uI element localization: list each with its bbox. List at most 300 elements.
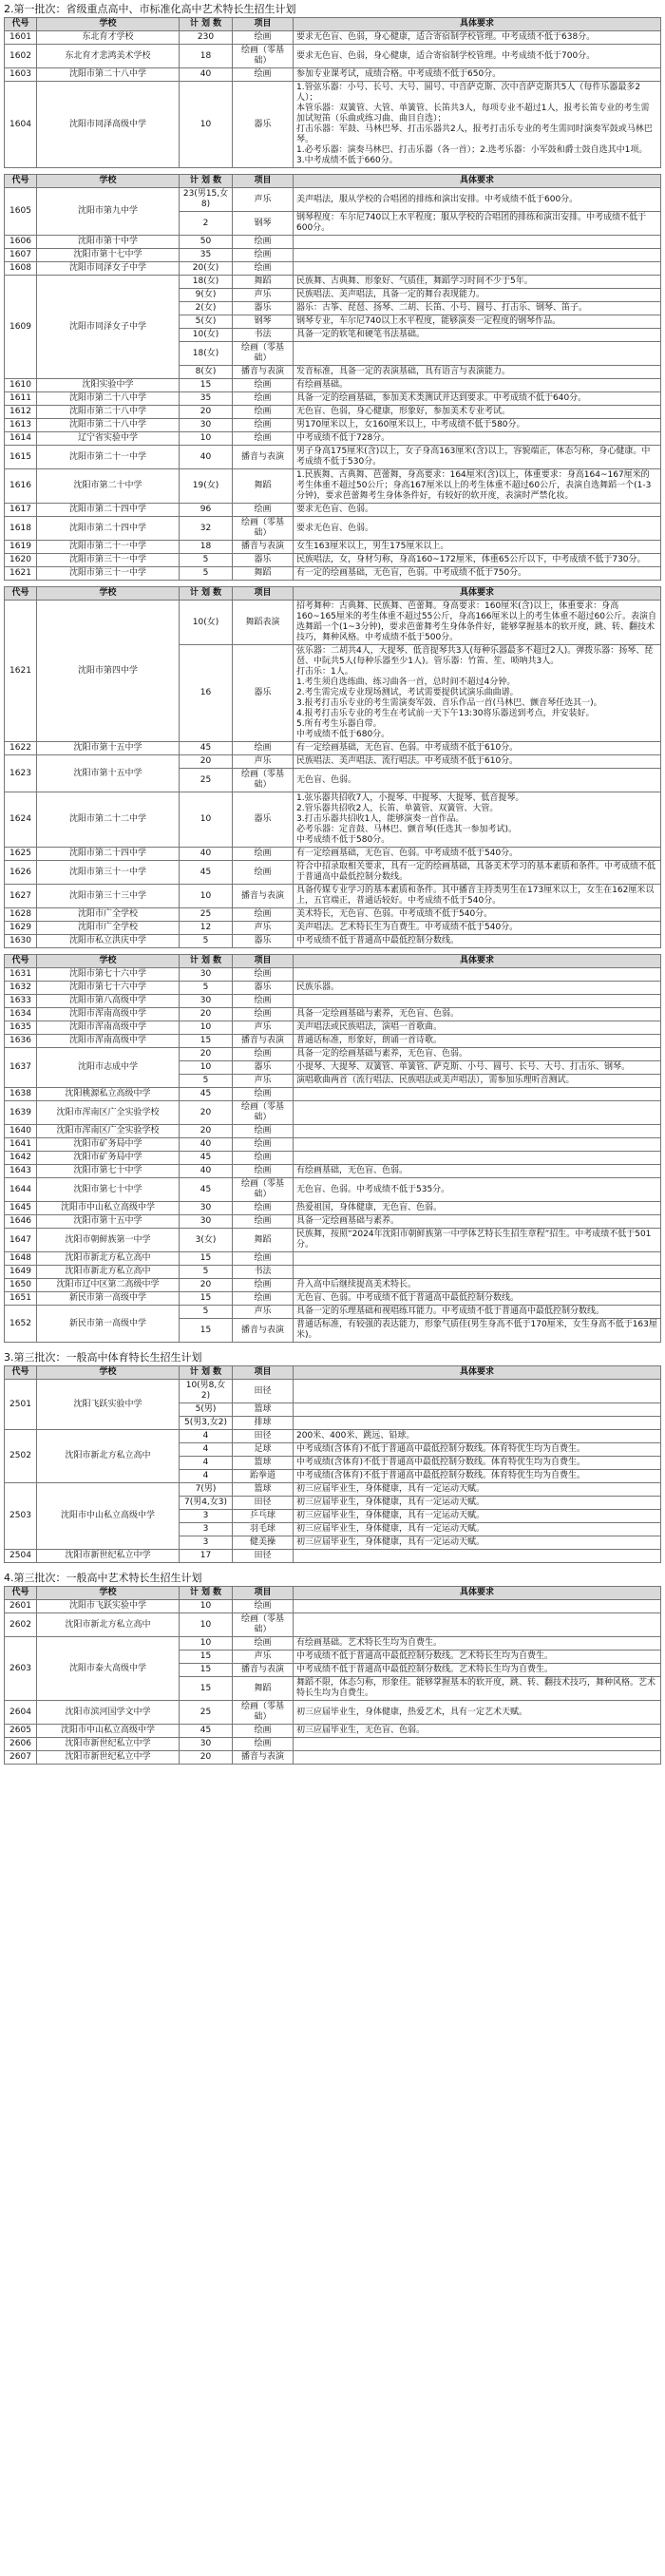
- table-row: [5, 861, 661, 885]
- cell-item: 田径: [233, 1430, 294, 1443]
- cell-code: 1647: [5, 1229, 37, 1252]
- cell-item: 绘画: [233, 504, 294, 517]
- cell-plan: 3: [180, 1510, 233, 1523]
- cell-plan: 10: [180, 1613, 233, 1637]
- header-code: 代号: [5, 18, 37, 31]
- cell-plan: 4: [180, 1470, 233, 1483]
- cell-requirements: 民族舞、古典舞、形象好、气质佳，舞蹈学习时间不少于5年。: [294, 276, 661, 289]
- cell-requirements: 演唱歌曲两首（流行唱法、民族唱法或美声唱法），需参加乐理听音测试。: [294, 1075, 661, 1088]
- cell-item: 绘画: [233, 1279, 294, 1292]
- table-row: [5, 68, 661, 82]
- cell-item: 篮球: [233, 1403, 294, 1417]
- cell-code: 1619: [5, 541, 37, 554]
- cell-code: 1613: [5, 419, 37, 432]
- cell-school: 沈阳市中山私立高级中学: [37, 1725, 180, 1738]
- header-item: 项目: [233, 175, 294, 188]
- cell-code: 1643: [5, 1165, 37, 1178]
- header-plan: 计 划 数: [180, 18, 233, 31]
- cell-plan: 10(女): [180, 329, 233, 342]
- cell-item: 声乐: [233, 1075, 294, 1088]
- cell-requirements: 有绘画基础，无色盲、色弱。: [294, 1165, 661, 1178]
- table-row: [5, 1738, 661, 1751]
- cell-school: 沈阳市第十五中学: [37, 742, 180, 755]
- cell-code: 1635: [5, 1021, 37, 1035]
- cell-plan: 10: [180, 792, 233, 848]
- cell-code: 1617: [5, 504, 37, 517]
- cell-plan: 20(女): [180, 262, 233, 276]
- cell-item: 绘画: [233, 1292, 294, 1306]
- cell-requirements: 中考成绩(含体育)不低于普通高中最低控制分数线。体育特优生均为自费生。: [294, 1457, 661, 1470]
- cell-requirements: 具备一定的软笔和硬笔书法基础。: [294, 329, 661, 342]
- table-row: [5, 1125, 661, 1138]
- cell-requirements: 有一定绘画基础，无色盲、色弱。中考成绩不低于610分。: [294, 742, 661, 755]
- cell-school: 沈阳市第三十一中学: [37, 554, 180, 567]
- cell-code: 1651: [5, 1292, 37, 1306]
- cell-item: 声乐: [233, 922, 294, 935]
- cell-school: 沈阳市第二十八中学: [37, 392, 180, 406]
- cell-plan: 20: [180, 1048, 233, 1061]
- cell-code: 1629: [5, 922, 37, 935]
- cell-school: 沈阳市新北方私立高中: [37, 1613, 180, 1637]
- cell-plan: 20: [180, 1751, 233, 1765]
- cell-item: 绘画: [233, 848, 294, 861]
- header-code: 代号: [5, 1366, 37, 1380]
- cell-school: 新民市第一高级中学: [37, 1292, 180, 1306]
- cell-item: 播音与表演: [233, 1035, 294, 1048]
- cell-code: 2602: [5, 1613, 37, 1637]
- cell-requirements: 舞蹈不限，体态匀称，形象佳。能够掌握基本的软开度，跳、转、翻技术技巧，舞种风格。艺术特长生均为自费生。: [294, 1677, 661, 1701]
- cell-code: 1608: [5, 262, 37, 276]
- cell-plan: 8(女): [180, 366, 233, 379]
- cell-requirements: 中考成绩不低于728分。: [294, 432, 661, 446]
- table-row: [5, 432, 661, 446]
- cell-plan: 15: [180, 1651, 233, 1664]
- cell-plan: 5(男): [180, 1403, 233, 1417]
- cell-requirements: 民族唱法、美声唱法、流行唱法。中考成绩不低于610分。: [294, 755, 661, 769]
- cell-plan: 96: [180, 504, 233, 517]
- cell-requirements: 要求无色盲、色弱。: [294, 517, 661, 541]
- cell-school: 沈阳市第三十一中学: [37, 861, 180, 885]
- cell-school: 沈阳市新世纪私立中学: [37, 1738, 180, 1751]
- cell-code: 1622: [5, 742, 37, 755]
- cell-code: 1615: [5, 446, 37, 469]
- cell-code: 1645: [5, 1202, 37, 1215]
- cell-item: 播音与表演: [233, 541, 294, 554]
- cell-item: 钢琴: [233, 315, 294, 329]
- cell-code: 1616: [5, 469, 37, 504]
- cell-school: 沈阳市第十五中学: [37, 755, 180, 792]
- cell-code: 1646: [5, 1215, 37, 1229]
- cell-plan: 2(女): [180, 302, 233, 315]
- table-row: [5, 541, 661, 554]
- section-3-table: [4, 1365, 661, 1563]
- cell-requirements: 有绘画基础。艺术特长生均为自费生。: [294, 1637, 661, 1651]
- cell-code: 1652: [5, 1306, 37, 1343]
- header-requirements: 具体要求: [294, 18, 661, 31]
- cell-school: 沈阳市新北方私立高中: [37, 1252, 180, 1266]
- table-row: [5, 446, 661, 469]
- cell-item: 播音与表演: [233, 1664, 294, 1677]
- cell-plan: 15: [180, 1035, 233, 1048]
- cell-requirements: [294, 1403, 661, 1417]
- table-row: [5, 1021, 661, 1035]
- cell-school: 沈阳市新北方私立高中: [37, 1266, 180, 1279]
- cell-requirements: [294, 1252, 661, 1266]
- cell-plan: 18: [180, 45, 233, 68]
- cell-requirements: 具备一定绘画基础与素养，无色盲、色弱。: [294, 1008, 661, 1021]
- cell-item: 健美操: [233, 1536, 294, 1550]
- header-item: 项目: [233, 18, 294, 31]
- cell-requirements: 美声唱法。艺术特长生为自费生。中考成绩不低于540分。: [294, 922, 661, 935]
- cell-requirements: 无色盲、色弱。中考成绩不低于普通高中最低控制分数线。: [294, 1292, 661, 1306]
- cell-requirements: 初三应届毕业生，身体健康，热爱艺术，具有一定艺术天赋。: [294, 1701, 661, 1725]
- cell-requirements: 要求无色盲、色弱，身心健康，适合寄宿制学校管理。中考成绩不低于638分。: [294, 31, 661, 45]
- cell-code: 1606: [5, 236, 37, 249]
- table-row: [5, 1088, 661, 1101]
- cell-requirements: 要求无色盲、色弱。: [294, 504, 661, 517]
- cell-code: 1614: [5, 432, 37, 446]
- header-requirements: 具体要求: [294, 175, 661, 188]
- cell-requirements: 初三应届毕业生，无色盲、色弱。: [294, 1725, 661, 1738]
- table-row: [5, 392, 661, 406]
- cell-item: 器乐: [233, 645, 294, 742]
- cell-code: 1642: [5, 1152, 37, 1165]
- cell-plan: 5: [180, 1266, 233, 1279]
- cell-requirements: [294, 1266, 661, 1279]
- cell-item: 舞蹈: [233, 1229, 294, 1252]
- cell-requirements: [294, 1101, 661, 1125]
- cell-requirements: 普通话标准，有较强的表达能力，形象气质佳(男生身高不低于170厘米，女生身高不低于163厘米)。: [294, 1319, 661, 1343]
- cell-requirements: 弦乐器：二胡共4人，大提琴、低音提琴共3人(每种乐器最多不超过2人)。弹拨乐器：扬琴、琵琶、中阮共5人(每种乐器至少1人)。管乐器：竹笛、笙、唢呐共3人。 打击乐：1人。 1.考生须自选练曲、练习曲各一首，总时间不超过4分钟。 2.考生需完成专业现场测试，考试需要提供试演乐曲曲谱。 3.报考打击乐专业的考生需演奏军鼓、音乐作品一首(马林巴、颤音琴任选其一)。 4.报考打击乐专业的考生在考试前一天下午13:30将乐器送到考点，并安装好。 5.所有考生乐器自带。 中考成绩不低于680分。: [294, 645, 661, 742]
- table-row: [5, 968, 661, 982]
- cell-plan: 10: [180, 1637, 233, 1651]
- table-row: [5, 517, 661, 541]
- cell-item: 绘画: [233, 31, 294, 45]
- cell-school: 沈阳市第二十八中学: [37, 419, 180, 432]
- cell-requirements: 初三应届毕业生，身体健康，具有一定运动天赋。: [294, 1523, 661, 1536]
- header-item: 项目: [233, 955, 294, 968]
- cell-item: 绘画: [233, 432, 294, 446]
- cell-item: 器乐: [233, 1061, 294, 1075]
- cell-school: 沈阳实验中学: [37, 379, 180, 392]
- table-row: [5, 554, 661, 567]
- cell-school: 沈阳市第二十四中学: [37, 848, 180, 861]
- cell-school: 沈阳市第二十一中学: [37, 541, 180, 554]
- cell-requirements: 民族唱法，女，身材匀称，身高160~172厘米，体重65公斤以下，中考成绩不低于730分。: [294, 554, 661, 567]
- cell-item: 绘画（零基础）: [233, 517, 294, 541]
- cell-requirements: 有绘画基础。: [294, 379, 661, 392]
- cell-school: 沈阳市第十五中学: [37, 1215, 180, 1229]
- cell-plan: 30: [180, 968, 233, 982]
- table-row: [5, 1637, 661, 1651]
- cell-requirements: 器乐：古筝、琵琶、扬琴、二胡、长笛、小号、圆号、打击乐、钢琴、笛子。: [294, 302, 661, 315]
- cell-school: 沈阳市矿务局中学: [37, 1152, 180, 1165]
- cell-requirements: 有一定的绘画基础，无色盲，色弱。中考成绩不低于750分。: [294, 567, 661, 581]
- table-header-row: [5, 955, 661, 968]
- cell-item: 绘画: [233, 1215, 294, 1229]
- table-row: [5, 1178, 661, 1202]
- cell-school: 沈阳市广全学校: [37, 908, 180, 922]
- cell-requirements: 1.弦乐器共招收7人，小提琴、中提琴、大提琴、低音提琴。 2.管乐器共招收2人，长笛、单簧管、双簧管、大管。 3.打击乐器共招收1人，能够演奏一首作品。 必考乐器：定音鼓、马林巴、颤音琴(任选其一参加考试)。 中考成绩不低于580分。: [294, 792, 661, 848]
- cell-item: 田径: [233, 1550, 294, 1563]
- cell-requirements: 无色盲、色弱。中考成绩不低于535分。: [294, 1178, 661, 1202]
- cell-code: 2605: [5, 1725, 37, 1738]
- cell-plan: 18(女): [180, 276, 233, 289]
- cell-item: 绘画: [233, 236, 294, 249]
- header-school: 学校: [37, 587, 180, 601]
- cell-item: 篮球: [233, 1457, 294, 1470]
- cell-plan: 10(男8,女2): [180, 1380, 233, 1403]
- cell-plan: 50: [180, 236, 233, 249]
- cell-requirements: [294, 968, 661, 982]
- cell-item: 绘画: [233, 379, 294, 392]
- cell-school: 沈阳市第二十中学: [37, 469, 180, 504]
- cell-plan: 4: [180, 1457, 233, 1470]
- table-row: [5, 1152, 661, 1165]
- cell-plan: 40: [180, 848, 233, 861]
- cell-plan: 16: [180, 645, 233, 742]
- table-row: [5, 1725, 661, 1738]
- header-plan: 计 划 数: [180, 1366, 233, 1380]
- cell-requirements: [294, 1138, 661, 1152]
- cell-requirements: 升入高中后继续提高美术特长。: [294, 1279, 661, 1292]
- header-code: 代号: [5, 587, 37, 601]
- table-row: [5, 885, 661, 908]
- table-row: [5, 935, 661, 948]
- table-row: [5, 1483, 661, 1497]
- header-school: 学校: [37, 1587, 180, 1600]
- cell-requirements: 200米、400米、跳远、铅球。: [294, 1430, 661, 1443]
- cell-item: 排球: [233, 1417, 294, 1430]
- cell-plan: 10: [180, 1061, 233, 1075]
- cell-plan: 5: [180, 935, 233, 948]
- table-row: [5, 276, 661, 289]
- cell-item: 绘画（零基础）: [233, 1613, 294, 1637]
- cell-code: 1621: [5, 601, 37, 742]
- cell-item: 器乐: [233, 792, 294, 848]
- cell-item: 器乐: [233, 554, 294, 567]
- cell-plan: 20: [180, 406, 233, 419]
- cell-requirements: 初三应届毕业生，身体健康，具有一定运动天赋。: [294, 1497, 661, 1510]
- cell-school: 沈阳市浑南高级中学: [37, 1008, 180, 1021]
- cell-code: 1650: [5, 1279, 37, 1292]
- cell-item: 声乐: [233, 1651, 294, 1664]
- cell-item: 器乐: [233, 982, 294, 995]
- header-school: 学校: [37, 18, 180, 31]
- table-row: [5, 1380, 661, 1403]
- cell-code: 1644: [5, 1178, 37, 1202]
- cell-item: 钢琴: [233, 212, 294, 236]
- section-4-table: [4, 1586, 661, 1765]
- cell-school: 沈阳市中山私立高级中学: [37, 1202, 180, 1215]
- cell-school: 沈阳市第七十中学: [37, 1178, 180, 1202]
- header-code: 代号: [5, 175, 37, 188]
- cell-code: 2501: [5, 1380, 37, 1430]
- section-2-table: [4, 17, 661, 168]
- cell-plan: 10: [180, 1021, 233, 1035]
- section-2-table-part3: [4, 586, 661, 948]
- cell-item: 器乐: [233, 82, 294, 168]
- cell-code: 1637: [5, 1048, 37, 1088]
- cell-requirements: [294, 1152, 661, 1165]
- cell-item: 绘画（零基础）: [233, 342, 294, 366]
- cell-item: 足球: [233, 1443, 294, 1457]
- cell-school: 沈阳市浑南区广全实验学校: [37, 1101, 180, 1125]
- cell-school: 沈阳市新北方私立高中: [37, 1430, 180, 1483]
- cell-plan: 9(女): [180, 289, 233, 302]
- cell-plan: 3(女): [180, 1229, 233, 1252]
- cell-plan: 10: [180, 432, 233, 446]
- cell-school: 沈阳市滨河国学文中学: [37, 1701, 180, 1725]
- header-plan: 计 划 数: [180, 587, 233, 601]
- cell-requirements: 民族唱法、美声唱法，具备一定的舞台表现能力。: [294, 289, 661, 302]
- cell-plan: 20: [180, 1279, 233, 1292]
- cell-school: 沈阳市第八高级中学: [37, 995, 180, 1008]
- header-school: 学校: [37, 175, 180, 188]
- cell-school: 东北育才学校: [37, 31, 180, 45]
- cell-requirements: 具备一定的绘画基础，参加美术类测试并达到要求。中考成绩不低于640分。: [294, 392, 661, 406]
- cell-school: 沈阳市浑南高级中学: [37, 1021, 180, 1035]
- cell-requirements: [294, 249, 661, 262]
- table-row: [5, 82, 661, 168]
- cell-item: 绘画: [233, 262, 294, 276]
- table-row: [5, 236, 661, 249]
- cell-requirements: [294, 342, 661, 366]
- cell-school: 沈阳市第三十一中学: [37, 567, 180, 581]
- header-requirements: 具体要求: [294, 955, 661, 968]
- table-row: [5, 848, 661, 861]
- cell-requirements: 钢琴程度：车尔尼740以上水平程度；服从学校的合唱团的排练和演出安排。中考成绩不低于600分。: [294, 212, 661, 236]
- cell-item: 舞蹈表演: [233, 601, 294, 645]
- cell-item: 绘画: [233, 968, 294, 982]
- cell-requirements: [294, 1738, 661, 1751]
- cell-code: 1632: [5, 982, 37, 995]
- cell-plan: 18(女): [180, 342, 233, 366]
- cell-requirements: [294, 1088, 661, 1101]
- cell-item: 器乐: [233, 302, 294, 315]
- cell-school: 沈阳桃源私立高级中学: [37, 1088, 180, 1101]
- cell-school: 沈阳市第二十八中学: [37, 68, 180, 82]
- cell-code: 1626: [5, 861, 37, 885]
- cell-school: 沈阳市第三十三中学: [37, 885, 180, 908]
- cell-item: 声乐: [233, 1306, 294, 1319]
- cell-school: 沈阳市新世纪私立中学: [37, 1751, 180, 1765]
- cell-code: 1625: [5, 848, 37, 861]
- cell-plan: 40: [180, 446, 233, 469]
- cell-item: 绘画: [233, 1125, 294, 1138]
- cell-requirements: 具备一定绘画基础与素养。: [294, 1215, 661, 1229]
- cell-item: 绘画（零基础）: [233, 45, 294, 68]
- cell-plan: 45: [180, 1152, 233, 1165]
- table-row: [5, 31, 661, 45]
- cell-item: 绘画: [233, 406, 294, 419]
- table-row: [5, 1202, 661, 1215]
- cell-item: 声乐: [233, 188, 294, 212]
- cell-requirements: [294, 1550, 661, 1563]
- table-row: [5, 1751, 661, 1765]
- cell-school: 沈阳市第七十六中学: [37, 968, 180, 982]
- cell-code: 1604: [5, 82, 37, 168]
- cell-requirements: 普通话标准，形象好，朗诵一首诗歌。: [294, 1035, 661, 1048]
- cell-item: 绘画: [233, 1165, 294, 1178]
- table-row: [5, 262, 661, 276]
- cell-item: 绘画: [233, 68, 294, 82]
- cell-plan: 2: [180, 212, 233, 236]
- cell-plan: 4: [180, 1430, 233, 1443]
- cell-school: 沈阳市第十中学: [37, 236, 180, 249]
- cell-plan: 10: [180, 885, 233, 908]
- cell-requirements: 女生163厘米以上，男生175厘米以上。: [294, 541, 661, 554]
- header-requirements: 具体要求: [294, 587, 661, 601]
- section-4-title: 4.第三批次：一般高中艺术特长生招生计划: [4, 1572, 202, 1584]
- table-row: [5, 379, 661, 392]
- table-row: [5, 1279, 661, 1292]
- table-row: [5, 469, 661, 504]
- cell-requirements: 男子身高175厘米(含)以上，女子身高163厘米(含)以上，容貌端正，体态匀称，身心健康。中考成绩不低于530分。: [294, 446, 661, 469]
- cell-code: 2502: [5, 1430, 37, 1483]
- cell-item: 绘画: [233, 1088, 294, 1101]
- table-row: [5, 1701, 661, 1725]
- table-row: [5, 406, 661, 419]
- cell-item: 绘画: [233, 392, 294, 406]
- cell-item: 书法: [233, 329, 294, 342]
- cell-plan: 5(男3,女2): [180, 1417, 233, 1430]
- cell-code: 1627: [5, 885, 37, 908]
- cell-plan: 25: [180, 908, 233, 922]
- cell-code: 1640: [5, 1125, 37, 1138]
- table-row: [5, 1550, 661, 1563]
- cell-plan: 30: [180, 995, 233, 1008]
- cell-plan: 17: [180, 1550, 233, 1563]
- cell-code: 1623: [5, 755, 37, 792]
- table-row: [5, 1613, 661, 1637]
- table-header-row: [5, 1587, 661, 1600]
- table-row: [5, 1229, 661, 1252]
- cell-plan: 10(女): [180, 601, 233, 645]
- cell-item: 绘画: [233, 742, 294, 755]
- cell-item: 绘画: [233, 1252, 294, 1266]
- cell-item: 绘画: [233, 995, 294, 1008]
- cell-requirements: 钢琴专业，车尔尼740以上水平程度，能够演奏一定程度的钢琴作品。: [294, 315, 661, 329]
- cell-requirements: [294, 1751, 661, 1765]
- cell-plan: 35: [180, 392, 233, 406]
- cell-requirements: 1.民族舞、古典舞、芭蕾舞，身高要求：164厘米(含)以上，体重要求：身高164~167厘米的考生体重不超过50公斤；身高167厘米以上的考生体重不超过60公斤，表演自选舞蹈一个(1-3分钟)，要求芭蕾舞考生身体条件好，有较好的软开度，表演时严禁化妆。: [294, 469, 661, 504]
- cell-school: 沈阳市第四中学: [37, 601, 180, 742]
- cell-code: 1633: [5, 995, 37, 1008]
- table-row: [5, 1252, 661, 1266]
- header-item: 项目: [233, 1366, 294, 1380]
- cell-plan: 45: [180, 861, 233, 885]
- cell-requirements: [294, 262, 661, 276]
- cell-school: 辽宁省实验中学: [37, 432, 180, 446]
- table-row: [5, 1048, 661, 1061]
- table-header-row: [5, 587, 661, 601]
- cell-code: 2604: [5, 1701, 37, 1725]
- section-2-table-part4: [4, 954, 661, 1343]
- cell-item: 绘画（零基础）: [233, 1101, 294, 1125]
- cell-requirements: 初三应届毕业生，身体健康，具有一定运动天赋。: [294, 1510, 661, 1523]
- cell-plan: 45: [180, 1088, 233, 1101]
- cell-item: 绘画: [233, 861, 294, 885]
- header-school: 学校: [37, 1366, 180, 1380]
- table-row: [5, 45, 661, 68]
- cell-requirements: [294, 1600, 661, 1613]
- cell-item: 舞蹈: [233, 1677, 294, 1701]
- cell-item: 舞蹈: [233, 469, 294, 504]
- cell-item: 绘画: [233, 1637, 294, 1651]
- cell-code: 1609: [5, 276, 37, 379]
- cell-code: 2601: [5, 1600, 37, 1613]
